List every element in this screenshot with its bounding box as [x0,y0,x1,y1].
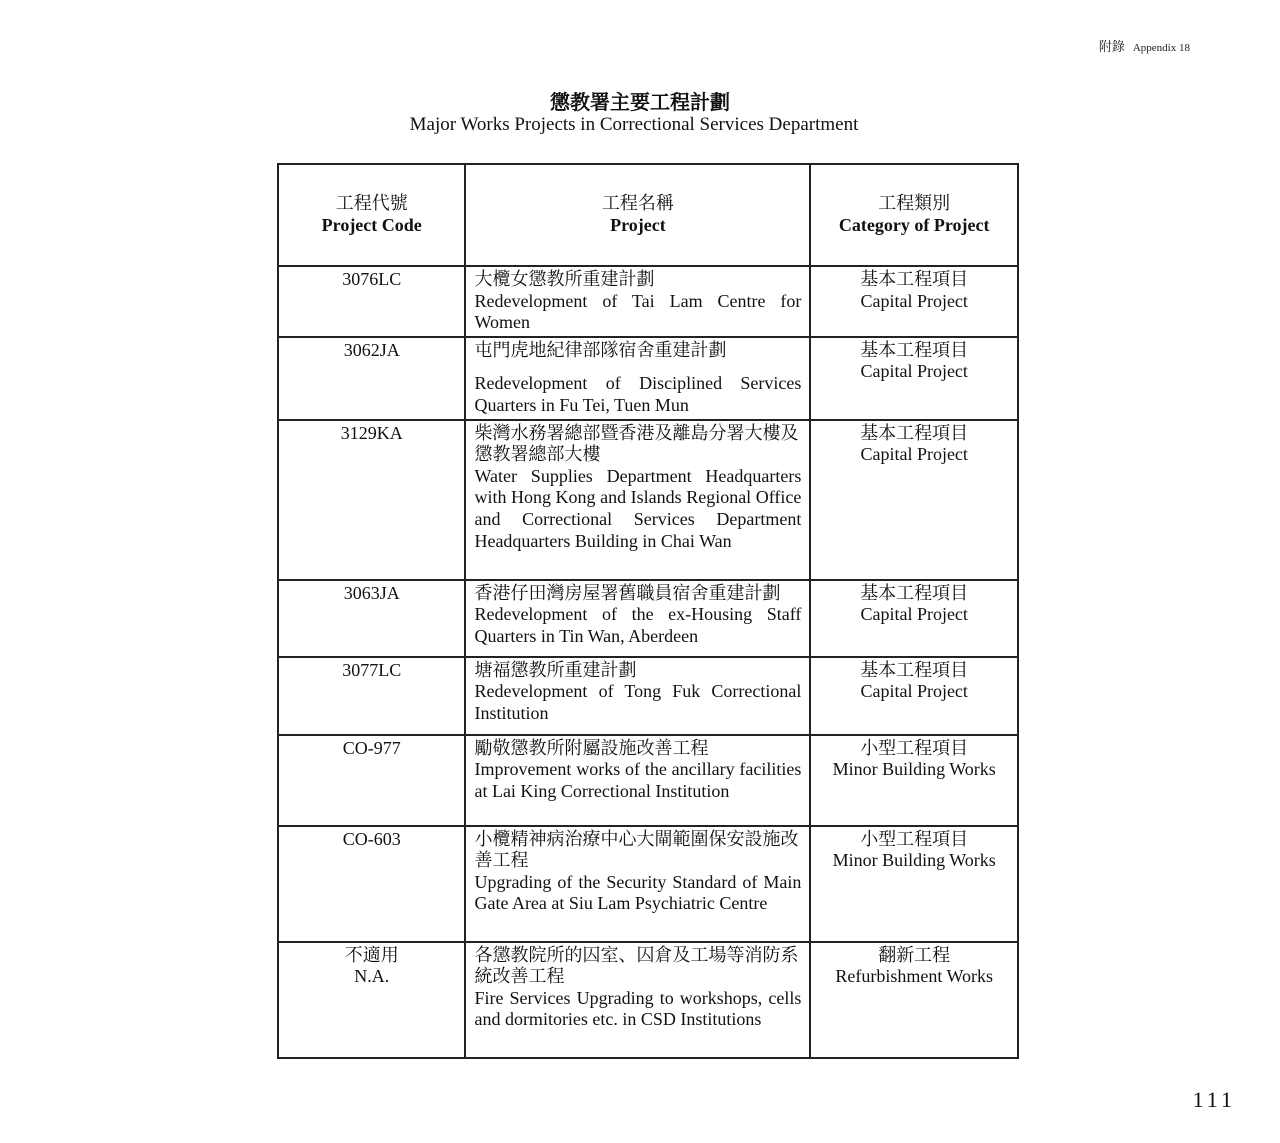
project-code-cell [278,420,465,580]
project-name-zh: 勵敬懲教所附屬設施改善工程 [474,737,709,758]
project-code-cell [278,942,465,1058]
category-zh: 基本工程項目 [860,269,969,289]
project-name-cell [465,580,810,657]
table-row [278,735,1018,826]
page-number: 111 [1192,1087,1236,1112]
project-code-cell [278,337,465,420]
project-code-alt: N.A. [354,966,390,987]
project-name-zh: 塘福懲教所重建計劃 [474,659,637,680]
project-code: 3062JA [343,339,400,360]
table-header-row [278,164,1018,266]
table-row [278,657,1018,735]
project-code-cell [278,657,465,735]
header-project-zh: 工程名稱 [601,193,674,214]
category-zh: 基本工程項目 [860,339,969,360]
appendix-label-en: Appendix 18 [1132,42,1190,54]
category-en: Minor Building Works [832,850,996,871]
project-name-en: Redevelopment of Tai Lam Centre for Women [474,290,802,333]
project-name-en: Fire Services Upgrading to workshops, cells and dormitories etc. in CSD Institutions [474,987,802,1030]
table-row [278,420,1018,580]
header-project-code [278,164,465,266]
table-row [278,826,1018,942]
project-name-cell [465,337,810,420]
category-cell [810,266,1018,337]
project-name-en: Water Supplies Department Headquarters with Hong Kong and Islands Regional Office and Correctional Services Department Headquarters Building in Chai Wan [474,465,802,551]
project-code-cell [278,735,465,826]
project-name-en: Improvement works of the ancillary facilities at Lai King Correctional Institution [474,759,802,801]
category-zh: 翻新工程 [878,944,951,965]
project-code-cell [278,266,465,337]
project-name-cell [465,266,810,337]
category-cell [810,735,1018,826]
category-cell [810,580,1018,657]
category-en: Capital Project [860,361,968,382]
category-cell [810,337,1018,420]
category-en: Capital Project [860,290,968,311]
project-name-zh: 香港仔田灣房屋署舊職員宿舍重建計劃 [474,582,781,603]
header-project-en: Project [610,215,666,235]
project-code: 3076LC [342,269,402,289]
header-category-en: Category of Project [838,215,990,235]
category-en: Capital Project [860,444,968,465]
project-name-zh: 小欖精神病治療中心大閘範圍保安設施改善工程 [474,828,799,871]
category-cell [810,826,1018,942]
project-name-en: Redevelopment of Tong Fuk Correctional Institution [474,681,802,723]
project-name-cell [465,826,810,942]
project-code-cell [278,826,465,942]
page-title-zh: 懲教署主要工程計劃 [550,92,730,114]
header-project [465,164,810,266]
project-name-en: Redevelopment of Disciplined Services Quarters in Fu Tei, Tuen Mun [474,373,802,415]
project-name-zh: 屯門虎地紀律部隊宿舍重建計劃 [474,339,727,360]
category-zh: 小型工程項目 [860,828,969,849]
project-name-cell [465,420,810,580]
project-name-cell [465,735,810,826]
header-project-code-en: Project Code [321,215,422,235]
project-code: 3063JA [343,582,400,603]
page-title-en: Major Works Projects in Correctional Services Department [409,114,859,135]
category-en: Capital Project [860,681,968,702]
project-name-cell [465,942,810,1058]
category-zh: 小型工程項目 [860,737,969,758]
project-code: 不適用 [344,944,399,965]
project-code-cell [278,580,465,657]
header-category-zh: 工程類別 [878,193,951,214]
table-row [278,337,1018,420]
project-code: 3129KA [340,422,403,443]
header-category [810,164,1018,266]
project-code: CO-603 [342,828,401,849]
category-cell [810,657,1018,735]
project-name-zh: 各懲教院所的囚室、囚倉及工場等消防系統改善工程 [474,944,799,987]
project-code: 3077LC [342,659,402,680]
category-zh: 基本工程項目 [860,659,969,680]
project-name-en: Upgrading of the Security Standard of Main Gate Area at Siu Lam Psychiatric Centre [474,871,802,914]
category-zh: 基本工程項目 [860,422,969,443]
appendix-label-zh: 附錄 [1098,39,1125,54]
appendix-label [1099,36,1190,55]
table-row [278,266,1018,337]
projects-table [277,163,1019,1059]
project-name-en: Redevelopment of the ex-Housing Staff Quarters in Tin Wan, Aberdeen [474,604,802,646]
category-cell [810,942,1018,1058]
table-row [278,580,1018,657]
project-name-cell [465,657,810,735]
category-cell [810,420,1018,580]
table-row [278,942,1018,1058]
project-name-zh: 柴灣水務署總部暨香港及離島分署大樓及懲教署總部大樓 [474,422,799,465]
header-project-code-zh: 工程代號 [335,193,408,214]
category-en: Refurbishment Works [835,966,994,987]
project-name-zh: 大欖女懲教所重建計劃 [474,269,655,289]
category-en: Minor Building Works [832,759,996,780]
category-zh: 基本工程項目 [860,582,969,603]
project-code: CO-977 [342,737,401,758]
category-en: Capital Project [860,604,968,625]
